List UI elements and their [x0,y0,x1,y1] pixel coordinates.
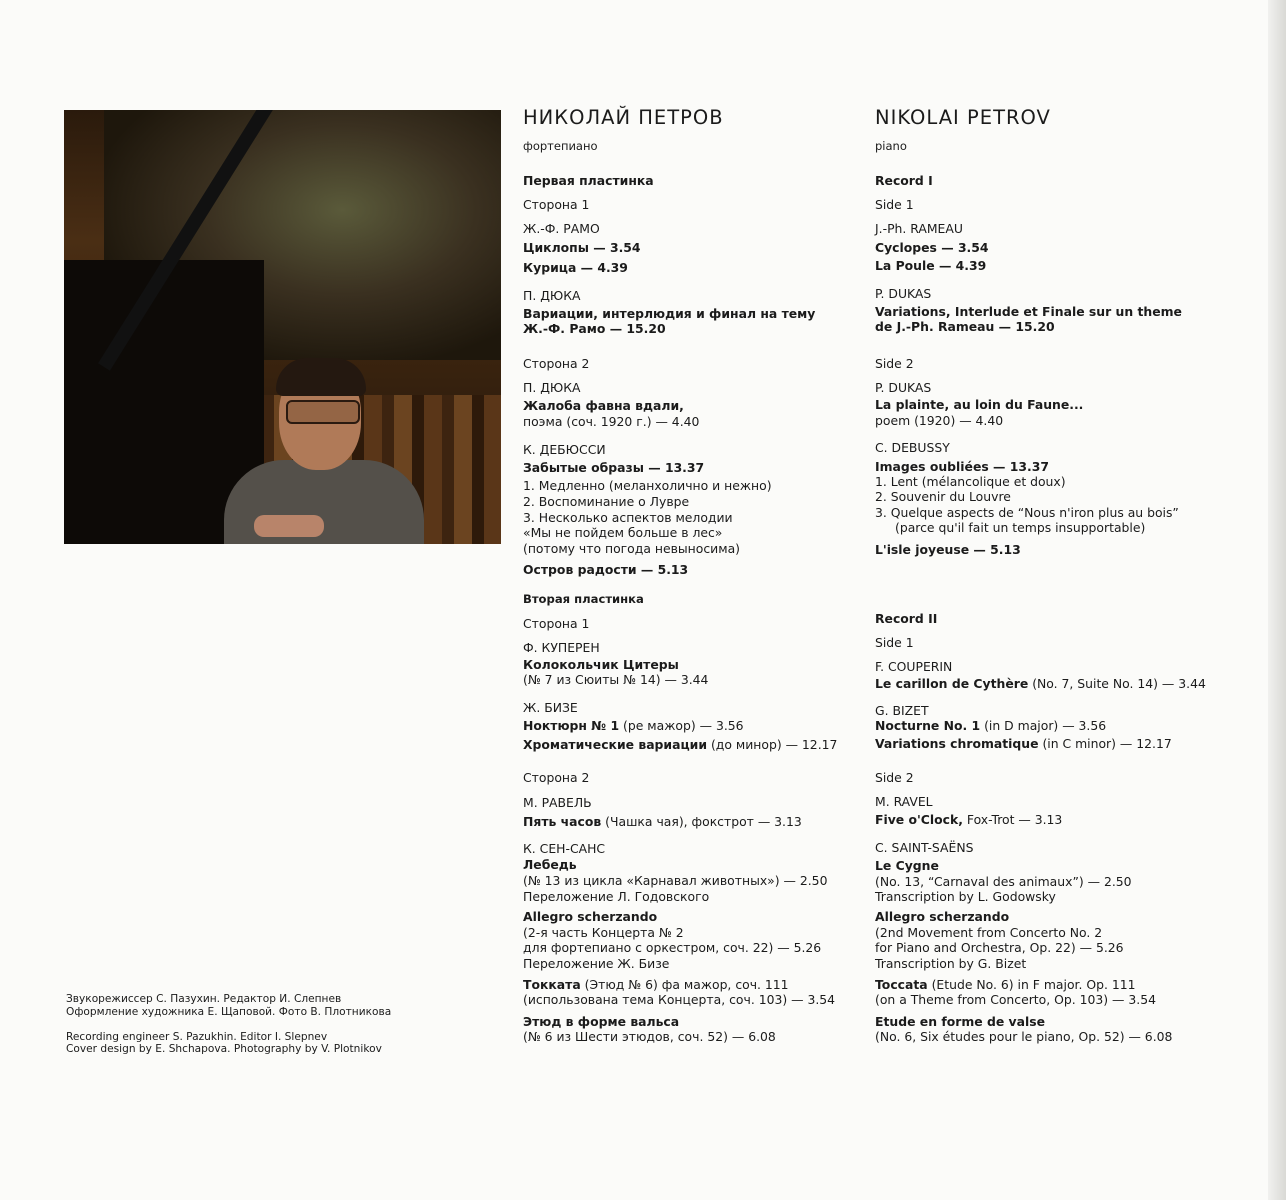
credits [66,993,391,1056]
track-cyclopes-ru: Циклопы — 3.54 [523,240,641,255]
track-plainte-ru: Жалоба фавна вдали, [523,398,684,413]
track-nocturne-title-en: Nocturne No. 1 [875,718,981,733]
track-toccata-detail-en: (Etude No. 6) in F major. Op. 111 [927,977,1136,992]
track-allegro-line2-ru: (2-я часть Концерта № 2 [523,925,684,940]
track-allegro-en: Allegro scherzando [875,909,1010,924]
r2-side1-ru: Сторона 1 [523,616,590,631]
track-carillon-line2-ru: (№ 7 из Сюиты № 14) — 3.44 [523,672,709,687]
composer-rameau-ru: Ж.-Ф. РАМО [523,221,600,236]
composer-dukas2-ru: П. ДЮКА [523,380,581,395]
composer-debussy-en: C. DEBUSSY [875,440,950,455]
track-five-detail-en: Fox-Trot — 3.13 [962,812,1063,827]
track-variations-line2-ru: Ж.-Ф. Рамо — 15.20 [523,321,666,336]
images-part3-line2-en: (parce qu'il fait un temps insupportable) [895,520,1146,535]
track-swan-line2-en: (No. 13, “Carnaval des animaux”) — 2.50 [875,874,1132,889]
composer-bizet-en: G. BIZET [875,703,929,718]
track-swan-line3-ru: Переложение Л. Годовского [523,889,710,904]
page-edge [1268,0,1286,1200]
track-carillon-title-en: Le carillon de Cythère [875,676,1029,691]
track-poule-ru: Курица — 4.39 [523,260,628,275]
composer-dukas1-ru: П. ДЮКА [523,288,581,303]
track-toccata-en [875,977,1136,992]
instrument-en: piano [875,139,907,153]
track-five-title-ru: Пять часов [523,814,602,829]
side2-en: Side 2 [875,356,914,371]
track-toccata-line2-en: (on a Theme from Concerto, Op. 103) — 3.54 [875,992,1156,1007]
track-etude-ru: Этюд в форме вальса [523,1014,680,1029]
r2-side1-en: Side 1 [875,635,914,650]
track-carillon-en [875,676,1206,691]
track-nocturne-en [875,718,1106,733]
track-plainte-en: La plainte, au loin du Faune... [875,397,1084,412]
composer-bizet-ru: Ж. БИЗЕ [523,700,578,715]
artist-name-en: NIKOLAI PETROV [875,106,1051,129]
track-swan-en: Le Cygne [875,858,939,873]
track-isle-ru: Остров радости — 5.13 [523,562,689,577]
track-images-en: Images oubliées — 13.37 [875,459,1049,474]
images-part3-en: 3. Quelque aspects de “Nous n'iron plus au bois” [875,505,1179,520]
r2-side2-ru: Сторона 2 [523,770,590,785]
track-swan-line3-en: Transcription by L. Godowsky [875,889,1056,904]
track-etude-line2-ru: (№ 6 из Шести этюдов, соч. 52) — 6.08 [523,1029,776,1044]
track-five-en [875,812,1062,827]
record1-heading-ru: Первая пластинка [523,173,654,188]
record2-heading-en: Record II [875,611,938,626]
composer-saint-saens-ru: К. СЕН-САНС [523,841,606,856]
track-five-ru [523,814,802,829]
composer-couperin-ru: Ф. КУПЕРЕН [523,640,600,655]
track-allegro-line3-ru: для фортепиано с оркестром, соч. 22) — 5.26 [523,940,822,955]
credit-line-ru-1: Звукорежиссер С. Пазухин. Редактор И. Слепнев [66,993,342,1005]
composer-dukas2-en: P. DUKAS [875,380,932,395]
track-plainte-line2-ru: поэма (соч. 1920 г.) — 4.40 [523,414,700,429]
composer-saint-saens-en: C. SAINT-SAËNS [875,840,974,855]
track-toccata-ru [523,977,789,992]
images-part3-ru: 3. Несколько аспектов мелодии [523,510,733,525]
track-variations-ru: Вариации, интерлюдия и финал на тему [523,306,816,321]
track-images-ru: Забытые образы — 13.37 [523,460,705,475]
track-etude-en: Etude en forme de valse [875,1014,1046,1029]
side1-en: Side 1 [875,197,914,212]
composer-ravel-ru: М. РАВЕЛЬ [523,795,592,810]
track-cyclopes-en: Cyclopes — 3.54 [875,240,989,255]
track-nocturne-detail-en: (in D major) — 3.56 [980,718,1107,733]
track-nocturne-title-ru: Ноктюрн № 1 [523,718,620,733]
track-carillon-ru: Колокольчик Цитеры [523,657,679,672]
composer-dukas1-en: P. DUKAS [875,286,932,301]
side1-ru: Сторона 1 [523,197,590,212]
credit-line-en-2: Cover design by E. Shchapova. Photography by V. Plotnikov [66,1043,382,1055]
track-toccata-title-en: Toccata [875,977,928,992]
track-carillon-detail-en: (No. 7, Suite No. 14) — 3.44 [1028,676,1206,691]
track-chromatic-title-ru: Хроматические вариации [523,737,708,752]
r2-side2-en: Side 2 [875,770,914,785]
track-allegro-line2-en: (2nd Movement from Concerto No. 2 [875,925,1103,940]
track-allegro-ru: Allegro scherzando [523,909,658,924]
track-nocturne-ru [523,718,744,733]
images-part2-ru: 2. Воспоминание о Лувре [523,494,690,509]
record2-heading-ru: Вторая пластинка [523,592,644,606]
track-allegro-line3-en: for Piano and Orchestra, Op. 22) — 5.26 [875,940,1124,955]
track-variations-line2-en: de J.-Ph. Rameau — 15.20 [875,319,1055,334]
track-swan-line2-ru: (№ 13 из цикла «Карнавал животных») — 2.50 [523,873,828,888]
images-part1-ru: 1. Медленно (меланхолично и нежно) [523,478,772,493]
composer-debussy-ru: К. ДЕБЮССИ [523,442,606,457]
track-toccata-detail-ru: (Этюд № 6) фа мажор, соч. 111 [580,977,789,992]
track-five-title-en: Five o'Clock, [875,812,963,827]
composer-ravel-en: M. RAVEL [875,794,933,809]
track-swan-ru: Лебедь [523,857,577,872]
track-chromatic-en [875,736,1172,751]
credit-line-en-1: Recording engineer S. Pazukhin. Editor I. Slepnev [66,1030,328,1043]
track-etude-line2-en: (No. 6, Six études pour le piano, Op. 52) — 6.08 [875,1029,1173,1044]
instrument-ru: фортепиано [523,139,598,153]
track-toccata-title-ru: Токката [523,977,581,992]
track-chromatic-detail-en: (in C minor) — 12.17 [1038,736,1172,751]
track-toccata-line2-ru: (использована тема Концерта, соч. 103) — 3.54 [523,992,836,1007]
track-nocturne-detail-ru: (ре мажор) — 3.56 [619,718,744,733]
track-poule-en: La Poule — 4.39 [875,258,987,273]
credit-line-ru-2: Оформление художника Е. Щаповой. Фото В. Плотникова [66,1005,392,1018]
pianist-photo [64,110,501,544]
composer-rameau-en: J.-Ph. RAMEAU [875,221,963,236]
track-chromatic-ru [523,737,837,752]
images-part3-line3-ru: (потому что погода невыносима) [523,541,740,556]
artist-name-ru: НИКОЛАЙ ПЕТРОВ [523,106,724,129]
images-part1-en: 1. Lent (mélancolique et doux) [875,474,1066,489]
side2-ru: Сторона 2 [523,356,590,371]
track-variations-en: Variations, Interlude et Finale sur un theme [875,304,1182,319]
track-five-detail-ru: (Чашка чая), фокстрот — 3.13 [601,814,802,829]
track-chromatic-title-en: Variations chromatique [875,736,1039,751]
images-part3-line2-ru: «Мы не пойдем больше в лес» [523,525,723,540]
images-part2-en: 2. Souvenir du Louvre [875,489,1011,504]
track-plainte-line2-en: poem (1920) — 4.40 [875,413,1004,428]
track-isle-en: L'isle joyeuse — 5.13 [875,542,1021,557]
composer-couperin-en: F. COUPERIN [875,659,953,674]
track-chromatic-detail-ru: (до минор) — 12.17 [707,737,838,752]
track-allegro-line4-ru: Переложение Ж. Бизе [523,956,670,971]
record1-heading-en: Record I [875,173,933,188]
track-allegro-line4-en: Transcription by G. Bizet [875,956,1027,971]
